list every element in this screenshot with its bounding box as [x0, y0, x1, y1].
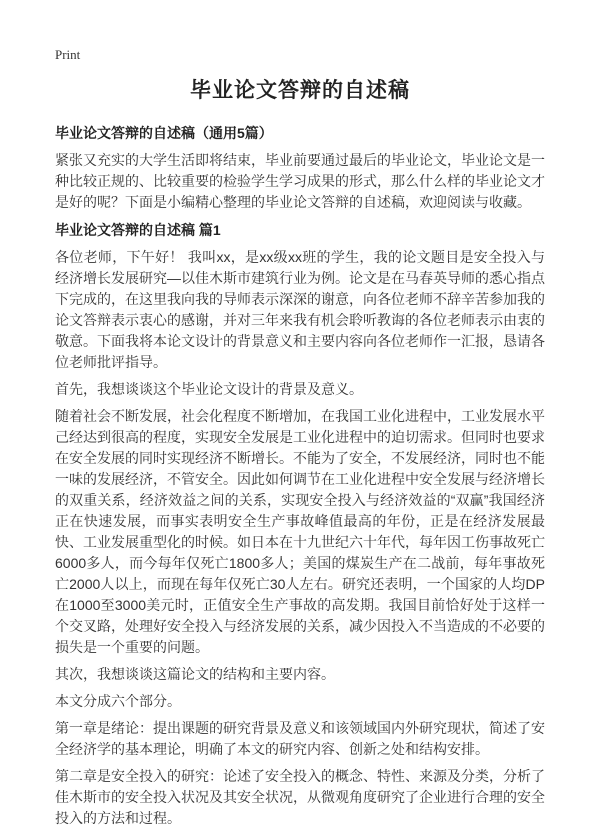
section-1-paragraph-chapter-2: 第二章是安全投入的研究：论述了安全投入的概念、特性、来源及分类，分析了佳木斯市的安全投入状况及其安全状况，从微观角度研究了企业进行合理的安全投入的方法和过程。 [55, 768, 545, 826]
section-1-paragraph-structure: 本文分成六个部分。 [55, 693, 181, 709]
section-1-paragraph-chapter-1: 第一章是绪论：提出课题的研究背景及意义和该领域国内外研究现状，简述了安全经济学的基本理论，明确了本文的研究内容、创新之处和结构安排。 [55, 720, 545, 757]
section-1-paragraph-greeting: 各位老师，下午好！ 我叫xx，是xx级xx班的学生，我的论文题目是安全投入与经济增长发展研究—以佳木斯市建筑行业为例。论文是在马春英导师的悉心指点下完成的，在这里我向我的导师表示深深的谢意，向各位老师不辞辛苦参加我的论文答辩表示衷心的感谢，并对三年来我有机会聆听教诲的各位老师表示由衷的敬意。下面我将本论文设计的背景意义和主要内容向各位老师作一汇报，恳请各位老师批评指导。 [55, 249, 545, 370]
section-1-paragraph-second-topic: 其次，我想谈谈这篇论文的结构和主要内容。 [55, 666, 335, 682]
document-subtitle: 毕业论文答辩的自述稿（通用5篇） [55, 125, 273, 141]
section-1-heading: 毕业论文答辩的自述稿 篇1 [55, 222, 221, 238]
print-button[interactable]: Print [55, 47, 81, 62]
intro-paragraph: 紧张又充实的大学生活即将结束，毕业前要通过最后的毕业论文，毕业论文是一种比较正规的、比较重要的检验学生学习成果的形式，那么什么样的毕业论文才是好的呢？下面是小编精心整理的毕业论文答辩的自述稿，欢迎阅读与收藏。 [55, 152, 545, 210]
page-title: 毕业论文答辩的自述稿 [190, 79, 410, 102]
section-1-paragraph-background: 随着社会不断发展，社会化程度不断增加，在我国工业化进程中，工业发展水平己经达到很高的程度，实现安全发展是工业化进程中的迫切需求。但同时也要求在安全发展的同时实现经济不断增长。不能为了安全，不发展经济，同时也不能一味的发展经济，不管安全。因此如何调节在工业化进程中安全发展与经济增长的双重关系，经济效益之间的关系，实现安全投入与经济效益的“双赢”我国经济正在快速发展，而事实表明安全生产事故峰值最高的年份，正是在经济发展最快、工业发展重型化的时候。如日本在十九世纪六十年代，每年因工伤事故死亡6000多人，而今每年仅死亡1800多人；美国的煤炭生产在二战前，每年事故死亡2000人以上，而现在每年仅死亡30人左右。研究还表明，一个国家的人均DP在1000至3000美元时，正值安全生产事故的高发期。我国目前恰好处于这样一个交叉路，处理好安全投入与经济发展的关系，减少因投入不当造成的不必要的损失是一个重要的问题。 [55, 408, 545, 655]
section-1-paragraph-first-topic: 首先，我想谈谈这个毕业论文设计的背景及意义。 [55, 381, 363, 397]
